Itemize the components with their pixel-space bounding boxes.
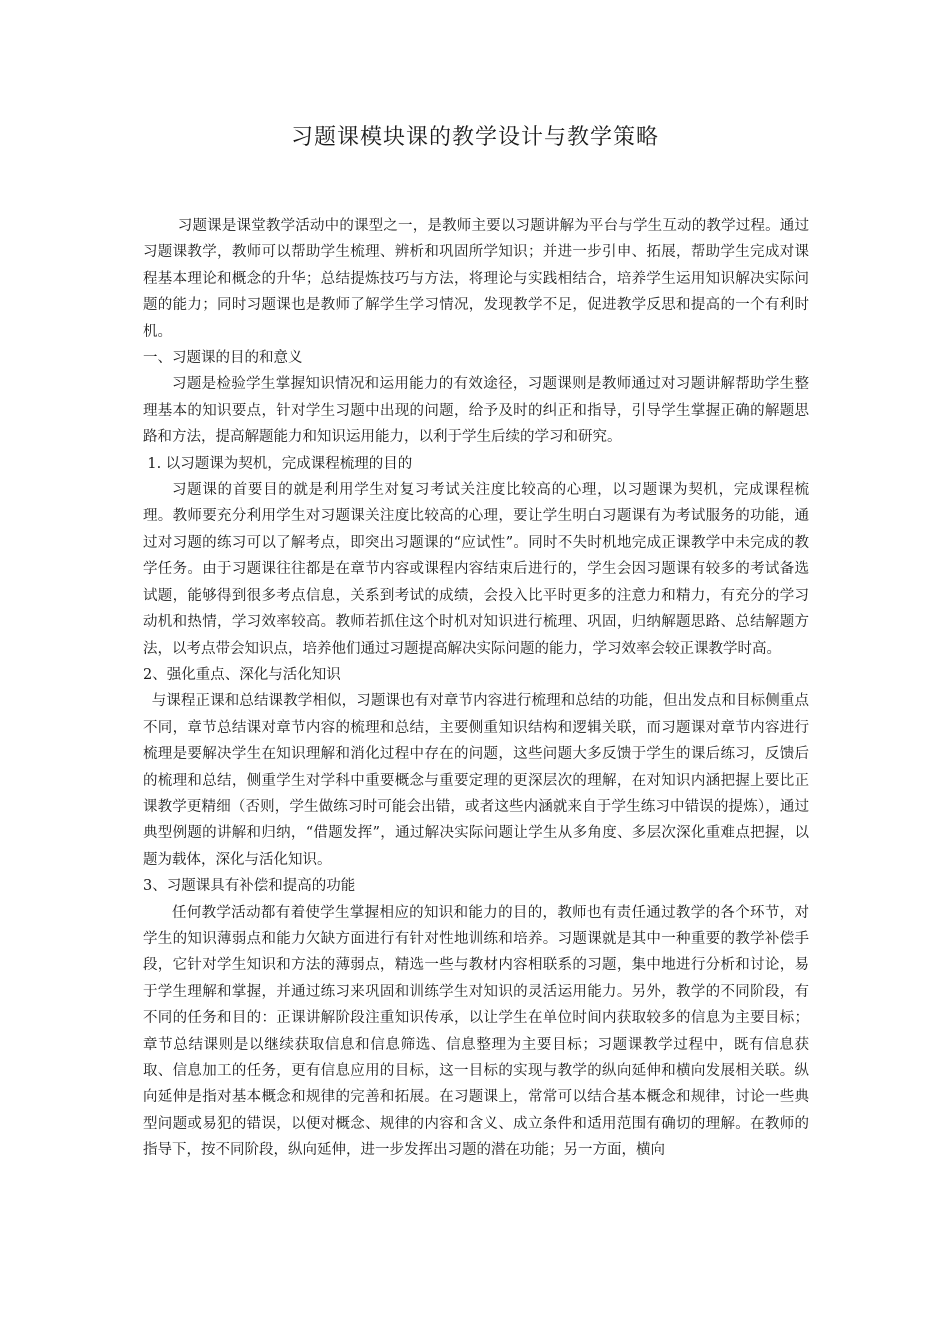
subsection-2-paragraph: 与课程正课和总结课教学相似，习题课也有对章节内容进行梳理和总结的功能，但出发点和目标侧重点不同，章节总结课对章节内容的梳理和总结，主要侧重知识结构和逻辑关联，而习题课对章节内容进行梳理是要解决学生在知识理解和消化过程中存在的问题，这些问题大多反馈于学生的课后练习，反馈后的梳理和总结，侧重学生对学科中重要概念与重要定理的更深层次的理解，在对知识内涵把握上要比正课教学更精细（否则，学生做练习时可能会出错，或者这些内涵就来自于学生练习中错误的提炼），通过典型例题的讲解和归纳，“借题发挥”，通过解决实际问题让学生从多角度、多层次深化重难点把握，以题为载体，深化与活化知识。	[143, 693, 809, 868]
document-title: 习题课模块课的教学设计与教学策略	[290, 125, 659, 150]
subsection-1-paragraph: 习题课的首要目的就是利用学生对复习考试关注度比较高的心理，以习题课为契机，完成课程梳理。教师要充分利用学生对习题课关注度比较高的心理，要让学生明白习题课有为考试服务的功能，通过对习题的练习可以了解考点，即突出习题课的“应试性”。同时不失时机地完成正课教学中未完成的教学任务。由于习题课往往都是在章节内容或课程内容结束后进行的，学生会因习题课有较多的考试备选试题，能够得到很多考点信息，关系到考试的成绩，会投入比平时更多的注意力和精力，有充分的学习动机和热情，学习效率较高。教师若抓住这个时机对知识进行梳理、巩固，归纳解题思路、总结解题方法，以考点带会知识点，培养他们通过习题提高解决实际问题的能力，学习效率会较正课教学时高。	[143, 482, 809, 657]
section-heading-1: 一、习题课的目的和意义	[143, 350, 303, 367]
subsection-3-paragraph: 任何教学活动都有着使学生掌握相应的知识和能力的目的，教师也有责任通过教学的各个环节，对学生的知识薄弱点和能力欠缺方面进行有针对性地训练和培养。习题课就是其中一种重要的教学补偿手段，它针对学生知识和方法的薄弱点，精选一些与教材内容相联系的习题，集中地进行分析和讨论，易于学生理解和掌握，并通过练习来巩固和训练学生对知识的灵活运用能力。另外，教学的不同阶段，有不同的任务和目的：正课讲解阶段注重知识传承，以让学生在单位时间内获取较多的信息为主要目标；章节总结课则是以继续获取信息和信息筛选、信息整理为主要目标；习题课教学过程中，既有信息获取、信息加工的任务，更有信息应用的目标，这一目标的实现与教学的纵向延伸和横向发展相关联。纵向延伸是指对基本概念和规律的完善和拓展。在习题课上，常常可以结合基本概念和规律，讨论一些典型问题或易犯的错误，以便对概念、规律的内容和含义、成立条件和适用范围有确切的理解。在教师的指导下，按不同阶段，纵向延伸，进一步发挥出习题的潜在功能；另一方面，横向	[143, 904, 809, 1159]
subsection-heading-3: 3、习题课具有补偿和提高的功能	[143, 878, 356, 895]
intro-paragraph: 习题课是课堂教学活动中的课型之一，是教师主要以习题讲解为平台与学生互动的教学过程。通过习题课教学，教师可以帮助学生梳理、辨析和巩固所学知识；并进一步引申、拓展，帮助学生完成对课程基本理论和概念的升华；总结提炼技巧与方法，将理论与实践相结合，培养学生运用知识解决实际问题的能力；同时习题课也是教师了解学生学习情况，发现教学不足，促进教学反思和提高的一个有利时机。	[143, 218, 809, 340]
subsection-heading-1: 1. 以习题课为契机，完成课程梳理的目的	[147, 455, 413, 472]
section-1-paragraph: 习题是检验学生掌握知识情况和运用能力的有效途径，习题课则是教师通过对习题讲解帮助学生整理基本的知识要点，针对学生习题中出现的问题，给予及时的纠正和指导，引导学生掌握正确的解题思路和方法，提高解题能力和知识运用能力，以利于学生后续的学习和研究。	[143, 376, 809, 446]
subsection-heading-2: 2、强化重点、深化与活化知识	[143, 666, 341, 683]
document-body	[143, 213, 809, 1164]
